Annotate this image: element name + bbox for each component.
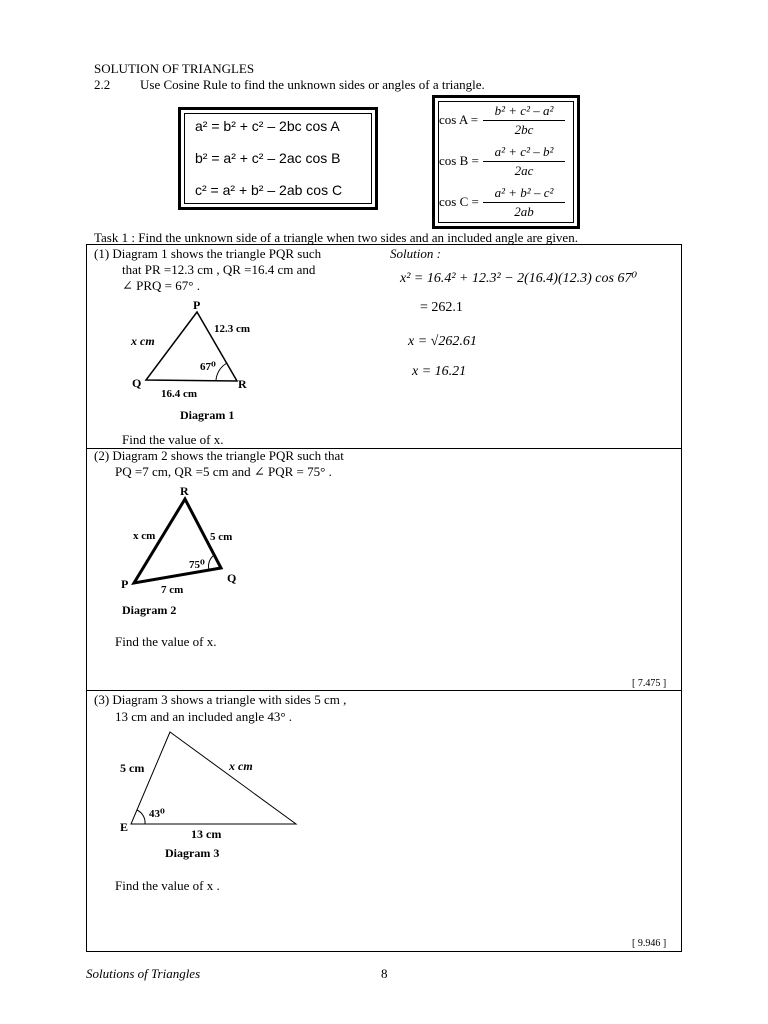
label-q-1: Q: [132, 376, 142, 390]
formula-a-squared: a² = b² + c² – 2bc cos A: [195, 118, 340, 134]
caption-diagram-3: Diagram 3: [165, 846, 220, 860]
angle-arc-3: [137, 810, 145, 824]
formula-c-squared: c² = a² + b² – 2ab cos C: [195, 182, 343, 198]
q1-solution-step1: x² = 16.4² + 12.3² − 2(16.4)(12.3) cos 67⁰: [400, 271, 638, 286]
q2-line1: (2) Diagram 2 shows the triangle PQR such that: [94, 448, 344, 463]
cos-c-lhs: cos C =: [439, 194, 479, 209]
q1-solution-step4: x = 16.21: [412, 364, 467, 379]
footer-title: Solutions of Triangles: [86, 966, 201, 981]
section-number: 2.2: [94, 77, 111, 92]
formula-b-squared: b² = a² + c² – 2ac cos B: [195, 150, 341, 166]
q1-find: Find the value of x.: [122, 432, 224, 447]
label-side-qr-2: 5 cm: [210, 531, 233, 543]
label-side-pq-1: x cm: [131, 334, 155, 348]
cos-a-numerator: b² + c² – a²: [494, 103, 554, 118]
section-text: Use Cosine Rule to find the unknown sides or angles of a triangle.: [140, 77, 485, 92]
cos-a-denominator: 2bc: [514, 122, 534, 137]
page-title: SOLUTION OF TRIANGLES: [94, 61, 255, 76]
q3-line2: 13 cm and an included angle 43° .: [115, 709, 293, 724]
q2-find: Find the value of x.: [115, 634, 217, 649]
angle-arc-2: [208, 556, 213, 570]
label-p-2: P: [121, 577, 129, 591]
label-side-left-3: 5 cm: [120, 761, 145, 775]
caption-diagram-1: Diagram 1: [180, 408, 235, 422]
q1-line1: (1) Diagram 1 shows the triangle PQR such: [94, 246, 322, 261]
caption-diagram-2: Diagram 2: [122, 603, 177, 617]
q2-answer: [ 7.475 ]: [632, 678, 667, 689]
cos-b-lhs: cos B =: [439, 153, 479, 168]
cos-b-denominator: 2ac: [514, 163, 534, 178]
q1-solution-label: Solution :: [390, 246, 441, 261]
label-side-right-3: x cm: [229, 759, 253, 773]
label-side-pr-2: x cm: [133, 530, 156, 542]
label-side-pr-1: 12.3 cm: [214, 323, 251, 335]
cos-c-denominator: 2ab: [514, 204, 534, 219]
q1-solution-step2: = 262.1: [420, 300, 463, 315]
q2-line2: PQ =7 cm, QR =5 cm and ∠ PQR = 75° .: [115, 464, 332, 479]
angle-arc-1: [216, 363, 227, 380]
page-number: 8: [381, 966, 388, 981]
q3-line1: (3) Diagram 3 shows a triangle with sides 5 cm ,: [94, 692, 347, 707]
q1-solution-step3: x = √262.61: [408, 334, 477, 349]
q3-answer: [ 9.946 ]: [632, 938, 667, 949]
cos-a-lhs: cos A =: [439, 112, 479, 127]
label-e-3: E: [120, 820, 129, 834]
label-p-1: P: [193, 298, 201, 312]
label-q-2: Q: [227, 571, 237, 585]
label-side-qr-1: 16.4 cm: [161, 388, 198, 400]
q1-line3: ∠ PRQ = 67° .: [122, 278, 200, 293]
task-heading: Task 1 : Find the unknown side of a triangle when two sides and an included angle are given.: [94, 230, 578, 245]
label-r-2: R: [180, 484, 189, 498]
cos-c-numerator: a² + b² – c²: [494, 185, 554, 200]
label-side-pq-2: 7 cm: [161, 584, 184, 596]
label-angle-3: 43⁰: [149, 808, 165, 820]
label-r-1: R: [238, 377, 247, 391]
q3-find: Find the value of x .: [115, 878, 220, 893]
q1-line2: that PR =12.3 cm , QR =16.4 cm and: [122, 262, 316, 277]
label-angle-2: 75⁰: [189, 559, 205, 571]
label-angle-1: 67⁰: [200, 361, 216, 373]
label-side-bottom-3: 13 cm: [191, 827, 222, 841]
cos-b-numerator: a² + c² – b²: [494, 144, 554, 159]
